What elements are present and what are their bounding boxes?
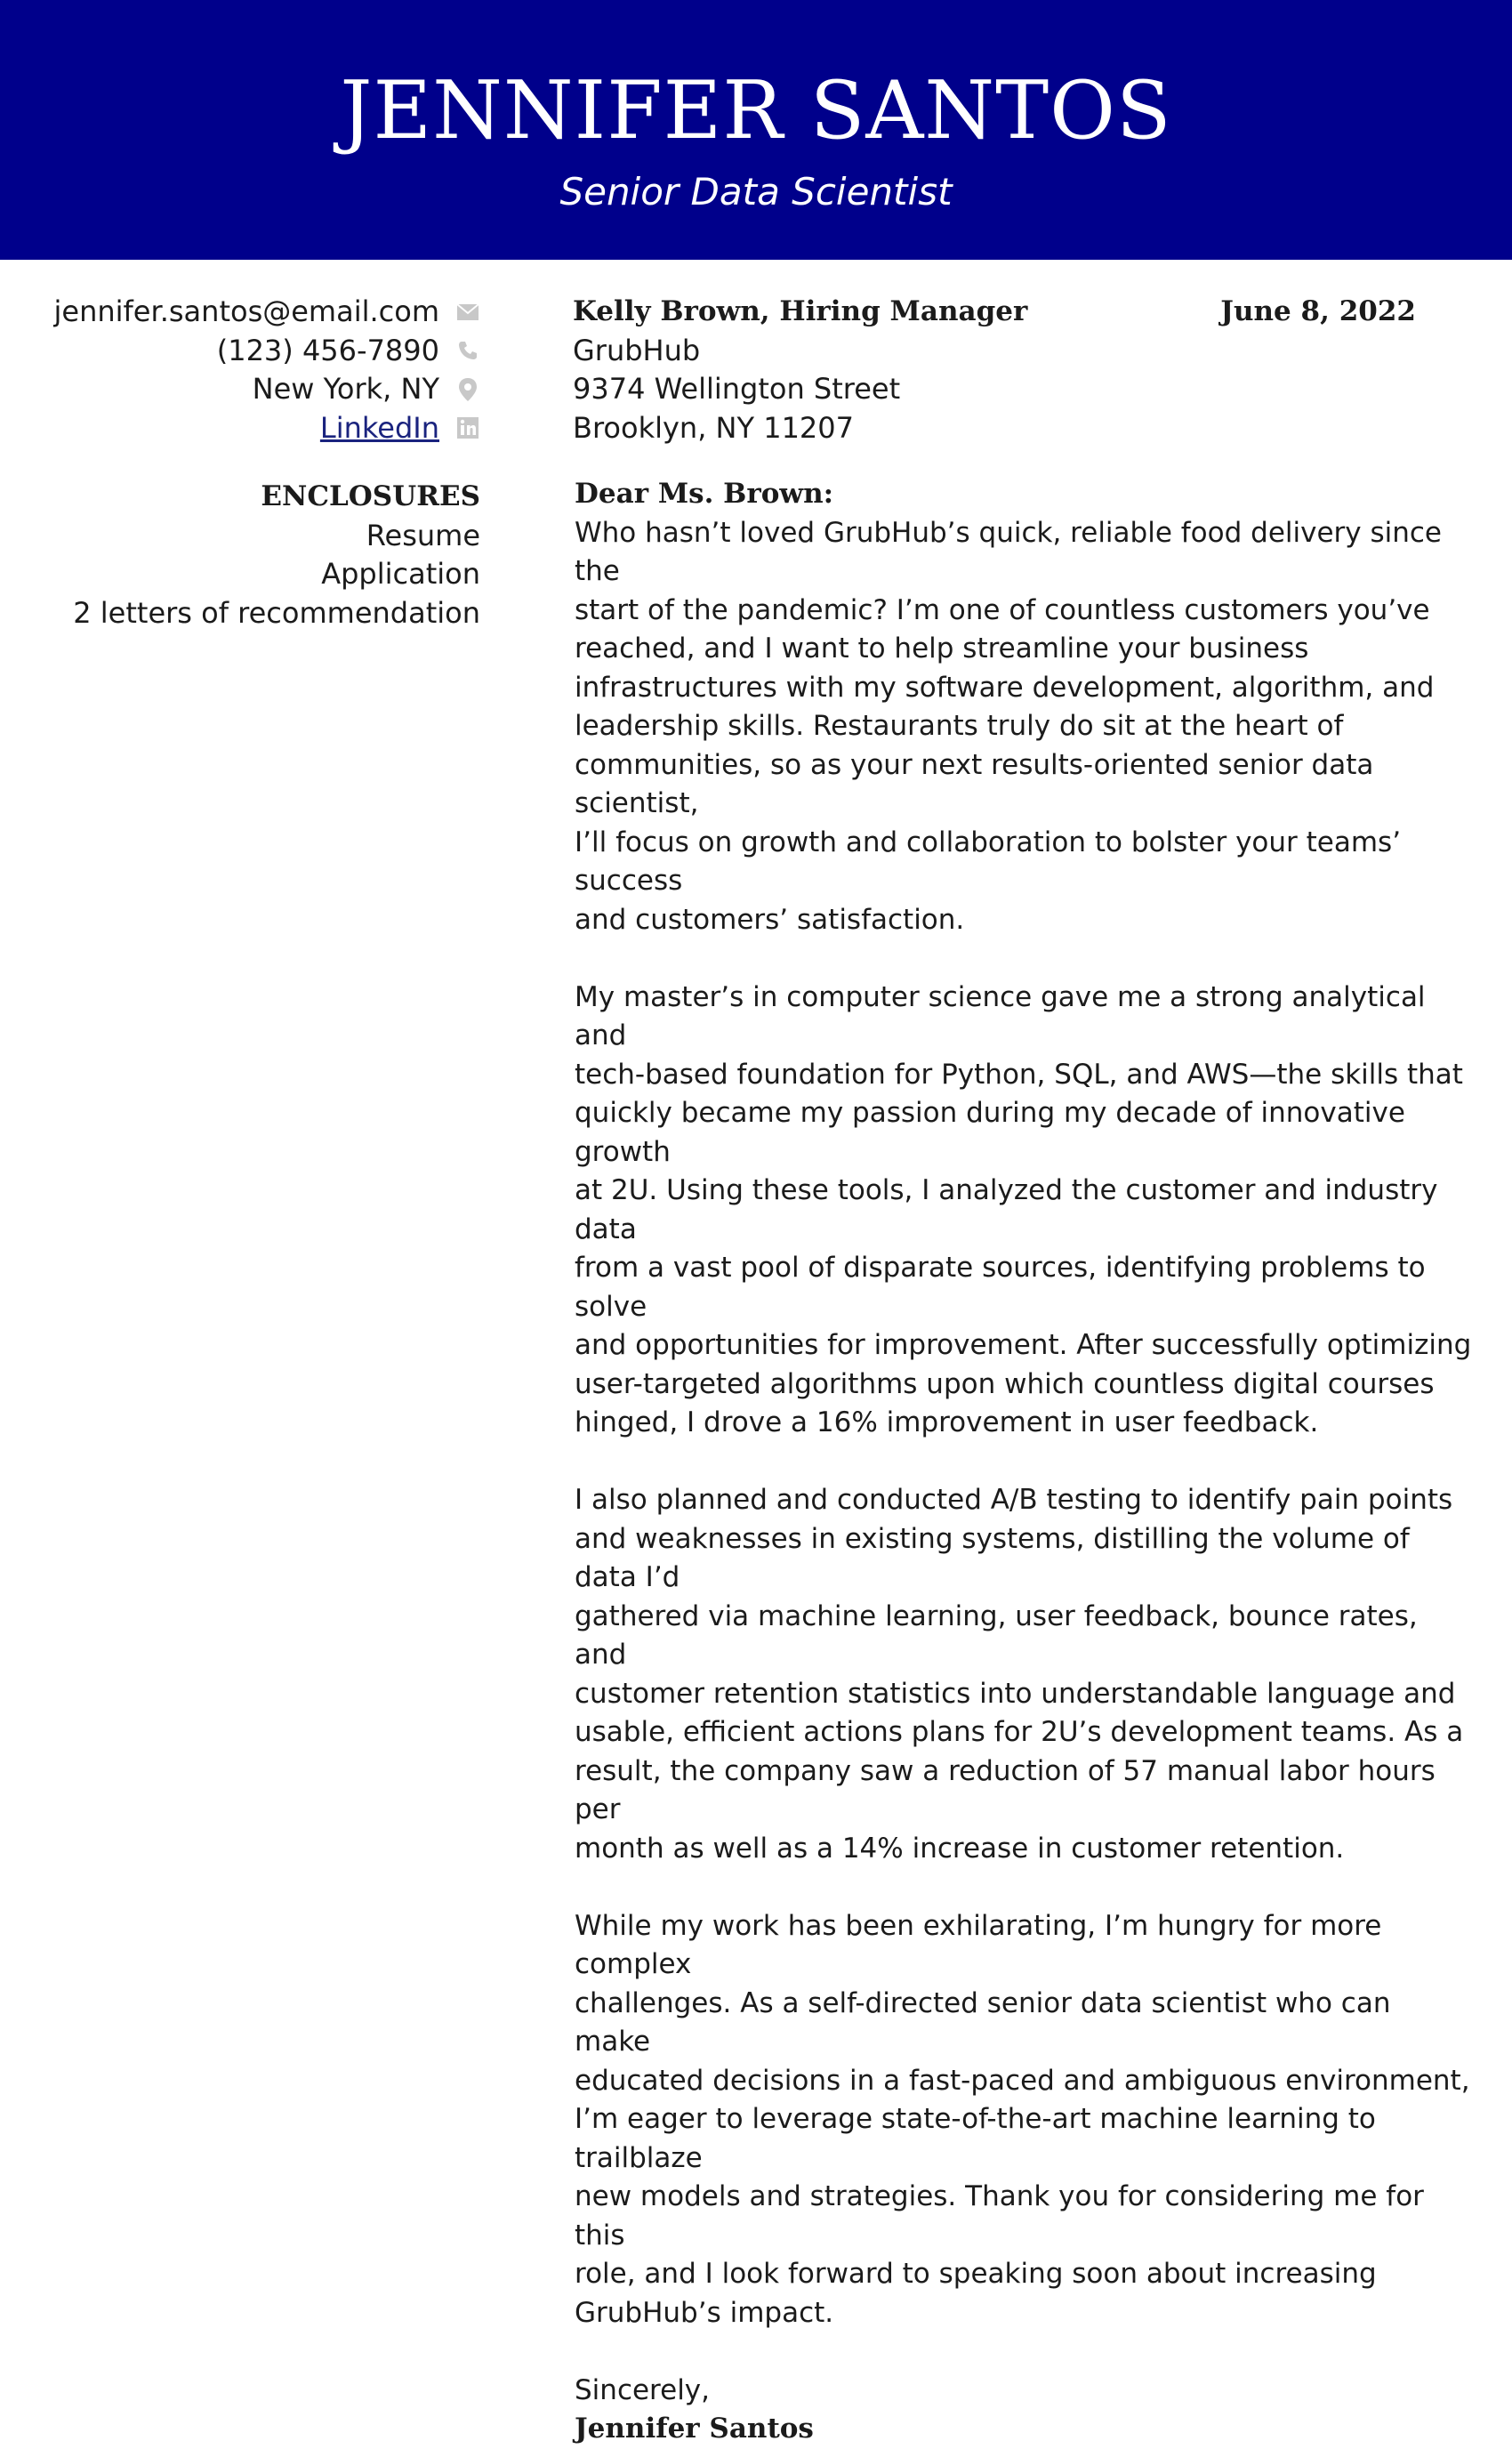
paragraph-line: GrubHub’s impact.	[575, 2296, 834, 2329]
paragraph-line: communities, so as your next results-oriented senior data scientist,	[575, 748, 1374, 819]
paragraph-line: While my work has been exhilarating, I’m hungry for more complex	[575, 1909, 1382, 1980]
map-pin-icon	[455, 377, 480, 402]
enclosure-item: Resume	[366, 518, 480, 552]
paragraph-line: usable, efficient actions plans for 2U’s development teams. As a	[575, 1716, 1464, 1748]
contact-info	[54, 293, 481, 447]
paragraph-line: start of the pandemic? I’m one of countless customers you’ve	[575, 593, 1430, 626]
envelope-icon	[455, 300, 480, 325]
paragraph-line: quickly became my passion during my decade of innovative growth	[575, 1097, 1405, 1168]
recipient-company: GrubHub	[573, 333, 701, 367]
enclosure-item: 2 letters of recommendation	[73, 595, 480, 630]
enclosures-heading: ENCLOSURES	[261, 480, 480, 512]
header-banner	[0, 0, 1512, 260]
applicant-name: JENNIFER SANTOS	[340, 64, 1172, 157]
paragraph-line: month as well as a 14% increase in customer retention.	[575, 1832, 1345, 1865]
paragraph-line: at 2U. Using these tools, I analyzed the customer and industry data	[575, 1174, 1438, 1245]
contact-email-row	[54, 293, 481, 332]
paragraph-line: I also planned and conducted A/B testing to identify pain points	[575, 1484, 1453, 1516]
closing-word: Sincerely,	[575, 2373, 711, 2406]
paragraph-line: I’ll focus on growth and collaboration to bolster your teams’ success	[575, 826, 1402, 897]
paragraph-line: reached, and I want to help streamline your business	[575, 632, 1309, 665]
linkedin-link[interactable]: LinkedIn	[319, 410, 439, 445]
contact-email: jennifer.santos@email.com	[53, 294, 439, 328]
phone-icon	[455, 338, 480, 363]
paragraph-line: My master’s in computer science gave me a strong analytical and	[575, 980, 1426, 1051]
paragraph-line: and opportunities for improvement. After successfully optimizing	[575, 1329, 1472, 1361]
contact-location: New York, NY	[252, 372, 439, 406]
letter-paragraph	[575, 1907, 1473, 2333]
signature-name: Jennifer Santos	[575, 2413, 814, 2445]
letter-paragraph	[575, 514, 1473, 940]
paragraph-line: user-targeted algorithms upon which countless digital courses	[575, 1367, 1435, 1400]
recipient-city: Brooklyn, NY 11207	[573, 410, 854, 445]
salutation: Dear Ms. Brown:	[575, 478, 834, 510]
paragraph-line: challenges. As a self-directed senior data scientist who can make	[575, 1986, 1391, 2058]
paragraph-line: result, the company saw a reduction of 57 manual labor hours per	[575, 1754, 1436, 1825]
paragraph-line: from a vast pool of disparate sources, identifying problems to solve	[575, 1252, 1426, 1323]
contact-phone: (123) 456-7890	[216, 333, 439, 367]
contact-phone-row	[54, 332, 481, 371]
enclosure-item: Application	[321, 557, 480, 591]
paragraph-line: Who hasn’t loved GrubHub’s quick, reliable food delivery since the	[575, 516, 1443, 587]
letter-date: June 8, 2022	[1220, 295, 1416, 327]
paragraph-line: educated decisions in a fast-paced and ambiguous environment,	[575, 2064, 1470, 2097]
letter-paragraph	[575, 1481, 1473, 1868]
recipient-street: 9374 Wellington Street	[573, 372, 901, 406]
letter-body	[575, 475, 1473, 2449]
paragraph-line: customer retention statistics into understandable language and	[575, 1677, 1456, 1710]
paragraph-line: leadership skills. Restaurants truly do sit at the heart of	[575, 710, 1344, 742]
paragraph-line: tech-based foundation for Python, SQL, and AWS—the skills that	[575, 1058, 1463, 1091]
paragraph-line: infrastructures with my software development, algorithm, and	[575, 671, 1435, 704]
paragraph-line: and weaknesses in existing systems, distilling the volume of data I’d	[575, 1522, 1410, 1593]
linkedin-icon	[455, 415, 480, 440]
recipient-name: Kelly Brown, Hiring Manager	[573, 295, 1028, 327]
recipient-block	[573, 293, 1027, 447]
paragraph-line: and customers’ satisfaction.	[575, 903, 965, 936]
contact-linkedin-row	[54, 409, 481, 448]
enclosures-section	[73, 478, 480, 632]
letter-closing	[575, 2372, 1473, 2449]
contact-location-row	[54, 370, 481, 409]
paragraph-line: I’m eager to leverage state-of-the-art machine learning to trailblaze	[575, 2103, 1376, 2174]
paragraph-line: gathered via machine learning, user feedback, bounce rates, and	[575, 1599, 1418, 1671]
applicant-title: Senior Data Scientist	[559, 170, 953, 213]
paragraph-line: role, and I look forward to speaking soon about increasing	[575, 2258, 1377, 2290]
paragraph-line: new models and strategies. Thank you for considering me for this	[575, 2180, 1424, 2252]
letter-paragraph	[575, 979, 1473, 1443]
paragraph-line: hinged, I drove a 16% improvement in user feedback.	[575, 1406, 1319, 1438]
